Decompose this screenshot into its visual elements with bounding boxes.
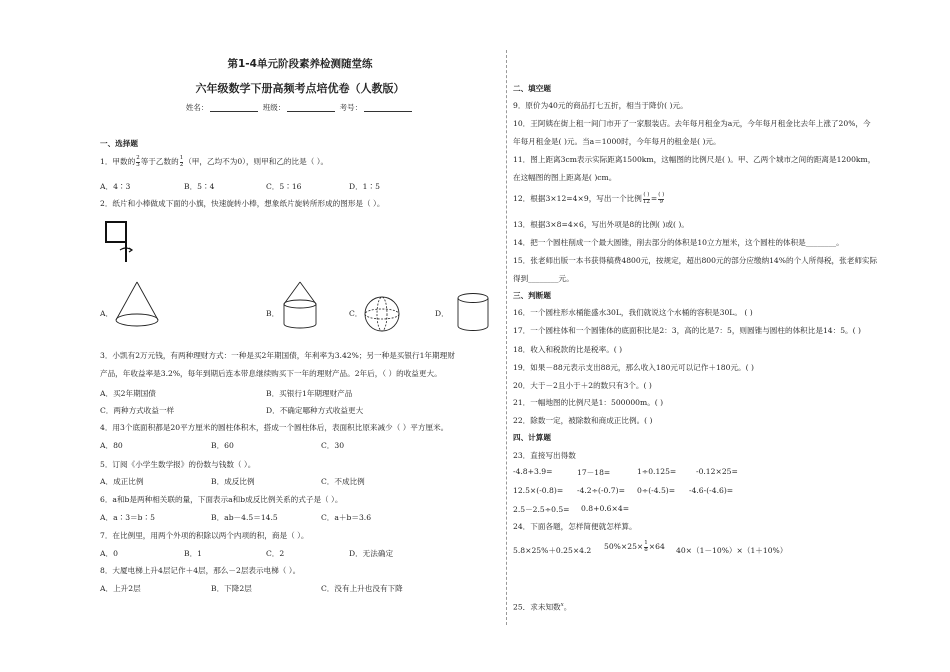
cone-icon: [112, 280, 162, 332]
fraction: $\frac{( )}{12}$: [642, 192, 650, 205]
fraction: $\frac{1}{2}$: [179, 155, 184, 168]
flag-figure: [104, 218, 144, 266]
question-2: 2．纸片和小棒做成下面的小旗，快速旋转小棒，想象纸片旋转所形成的图形是（ ）。: [100, 199, 385, 208]
question-20: 20．大于－2且小于＋2的数只有3个。( ): [513, 381, 652, 390]
q7-option-b[interactable]: B．1: [184, 549, 203, 558]
q3-option-c[interactable]: C．两种方式收益一样: [100, 406, 175, 415]
fraction: $\frac{2}{3}$: [136, 155, 140, 168]
fraction: $\frac{( )}{9}$: [658, 192, 665, 205]
question-15-line1: 15．张老师出版一本书获得稿费4800元，按规定，超出800元的部分应缴纳14%的个人所得税，张老师实际: [513, 256, 878, 265]
fraction: $\frac{1}{8}$: [644, 540, 648, 553]
question-6: 6．a和b是两种相关联的量，下面表示a和b成反比例关系的式子是（ ）。: [100, 495, 343, 504]
q6-option-c[interactable]: C．a＋b＝3.6: [321, 513, 372, 522]
question-23: 23．直接写出得数: [513, 451, 576, 460]
q8-option-c[interactable]: C．没有上升也没有下降: [321, 584, 403, 593]
question-3-line1: 3．小凯有2万元钱，有两种理财方式：一种是买2年期国债，年利率为3.42%；另一种是买银行1年期理财: [100, 351, 455, 360]
q2-option-b[interactable]: B．: [266, 309, 280, 318]
q8-option-a[interactable]: A．上升2层: [100, 584, 141, 593]
q5-option-a[interactable]: A．成正比例: [100, 477, 144, 486]
q5-option-c[interactable]: C．不成比例: [321, 477, 365, 486]
calc-item: 2.5－2.5÷0.5=: [513, 505, 570, 514]
section-choice-heading: 一、选择题: [100, 139, 138, 148]
q7-option-c[interactable]: C．2: [266, 549, 285, 558]
calc-item: 0÷(-4.5)=: [637, 486, 676, 495]
question-19: 19．如果－88元表示支出88元，那么收入180元可以记作＋180元。( ): [513, 363, 754, 372]
question-8: 8．大厦电梯上升4层记作＋4层，那么－2层表示电梯（ ）。: [100, 566, 301, 575]
calc-item: 17－18=: [577, 468, 611, 477]
calc-item: -0.12×25=: [696, 467, 738, 476]
calc-item: 1÷0.125=: [637, 467, 677, 476]
sphere-icon: [362, 294, 402, 334]
calc-expression: 40×（1－10%）×（1＋10%）: [676, 546, 788, 555]
calc-expression: 5.8×25%＋0.25×4.2: [513, 546, 592, 555]
q3-option-b[interactable]: B．买银行1年期理财产品: [266, 389, 353, 398]
q1-option-a[interactable]: A．4∶3: [100, 182, 131, 191]
student-info: [100, 102, 500, 113]
question-7: 7．在比例里，用两个外项的积除以两个内项的积，商是（ ）。: [100, 531, 309, 540]
q2-option-d[interactable]: D．: [435, 309, 449, 318]
question-18: 18．收入和税款的比是税率。( ): [513, 345, 623, 354]
q1-option-d[interactable]: D．1∶5: [349, 182, 380, 191]
question-21: 21．一幅地图的比例尺是1：500000m。( ): [513, 398, 664, 407]
worksheet-title: 第1-4单元阶段素养检测随堂练: [227, 58, 373, 70]
cylinder-icon: [455, 292, 495, 334]
q5-option-b[interactable]: B．成反比例: [211, 477, 255, 486]
question-4: 4．用3个底面积都是20平方厘米的圆柱体积木，搭成一个圆柱体后，表面积比原来减少（ ）平方厘米。: [100, 423, 449, 432]
q8-option-b[interactable]: B．下降2层: [211, 584, 252, 593]
q3-option-a[interactable]: A．买2年期国债: [100, 389, 156, 398]
question-1: 1．甲数的 $\frac{2}{3}$ 等于乙数的 $\frac{1}{2}$ （甲，乙均不为0），则甲和乙的比是（ ）。: [100, 155, 329, 168]
q4-option-b[interactable]: B．60: [211, 441, 234, 450]
question-17: 17．一个圆柱体和一个圆锥体的底面积比是2：3，高的比是7：5，则圆锥与圆柱的体积比是14：5。( ): [513, 326, 861, 335]
question-25: 25．求未知数$^x$。: [513, 602, 572, 612]
q7-option-d[interactable]: D．无法确定: [349, 549, 394, 558]
question-13: 13．根据3×8=4×6，写出外项是8的比例( )或( )。: [513, 220, 689, 229]
q3-option-d[interactable]: D．不确定哪种方式收益更大: [266, 406, 364, 415]
calc-item: -4.2÷(-0.7)=: [577, 486, 625, 495]
q4-option-a[interactable]: A．80: [100, 441, 123, 450]
q6-option-a[interactable]: A．a∶3＝b∶5: [100, 513, 155, 522]
question-15-line2: 得到________元。: [513, 274, 574, 283]
calc-item: -4.8+3.9=: [513, 467, 553, 476]
q6-option-b[interactable]: B．ab－4.5＝14.5: [211, 513, 278, 522]
question-12: 12．根据3×12=4×9，写出一个比例 $\frac{( )}{12}$ = $\frac{( )}{9}$: [513, 192, 665, 205]
name-label: 姓名：: [185, 103, 209, 112]
section-judge-heading: 三、判断题: [513, 291, 551, 300]
section-fill-heading: 二、填空题: [513, 84, 551, 93]
number-label: 考号：: [339, 103, 363, 112]
question-16: 16．一个圆柱形水桶能盛水30L，我们就说这个水桶的容积是30L。 ( ): [513, 308, 753, 317]
question-14: 14．把一个圆柱削成一个最大圆锥，削去部分的体积是10立方厘米，这个圆柱的体积是________。: [513, 238, 844, 247]
q1-option-b[interactable]: B．5∶4: [184, 182, 215, 191]
question-10-line2: 年每月租金是( )元。当a＝1000时，今年每月的租金是( )元。: [513, 137, 721, 146]
worksheet-subtitle: 六年级数学下册高频考点培优卷（人教版）: [195, 82, 405, 95]
name-blank[interactable]: [210, 111, 258, 112]
question-5: 5．订阅《小学生数学报》的份数与钱数（ ）。: [100, 460, 256, 469]
class-blank[interactable]: [287, 111, 335, 112]
section-calc-heading: 四、计算题: [513, 433, 551, 442]
calc-item: 0.8+0.6×4=: [581, 504, 630, 513]
question-3-line2: 产品，年收益率是3.2%，每年到期后连本带息继续购买下一年的理财产品。2年后，（ ）的收益更大。: [100, 369, 442, 378]
question-9: 9．原价为40元的商品打七五折，相当于降价( )元。: [513, 101, 688, 110]
number-blank[interactable]: [364, 111, 412, 112]
q7-option-a[interactable]: A．0: [100, 549, 118, 558]
calc-item: 12.5×(-0.8)=: [513, 486, 564, 495]
calc-item: -4.6-(-4.6)=: [689, 486, 734, 495]
question-11-line1: 11．图上距离3cm表示实际距离1500km，这幅图的比例尺是( )。甲、乙两个城市之间的距离是1200km，: [513, 155, 876, 164]
q4-option-c[interactable]: C．30: [321, 441, 345, 450]
question-10-line1: 10．王阿姨在街上租一间门市开了一家服装店。去年每月租金为a元，今年每月租金比去年上涨了20%，今: [513, 119, 871, 128]
q2-option-a[interactable]: A．: [100, 309, 114, 318]
cone-on-cylinder-icon: [280, 280, 320, 332]
calc-expression: 50%×25× $\frac{1}{8}$ ×64: [604, 540, 665, 553]
question-22: 22．除数一定，被除数和商成正比例。( ): [513, 416, 653, 425]
q2-option-c[interactable]: C．: [349, 309, 363, 318]
column-divider: [506, 50, 507, 625]
question-11-line2: 在这幅图的图上距离是( )cm。: [513, 173, 617, 182]
question-24: 24．下面各题，怎样简便就怎样算。: [513, 522, 637, 531]
class-label: 班级：: [262, 103, 286, 112]
q1-option-c[interactable]: C．5∶16: [266, 182, 302, 191]
